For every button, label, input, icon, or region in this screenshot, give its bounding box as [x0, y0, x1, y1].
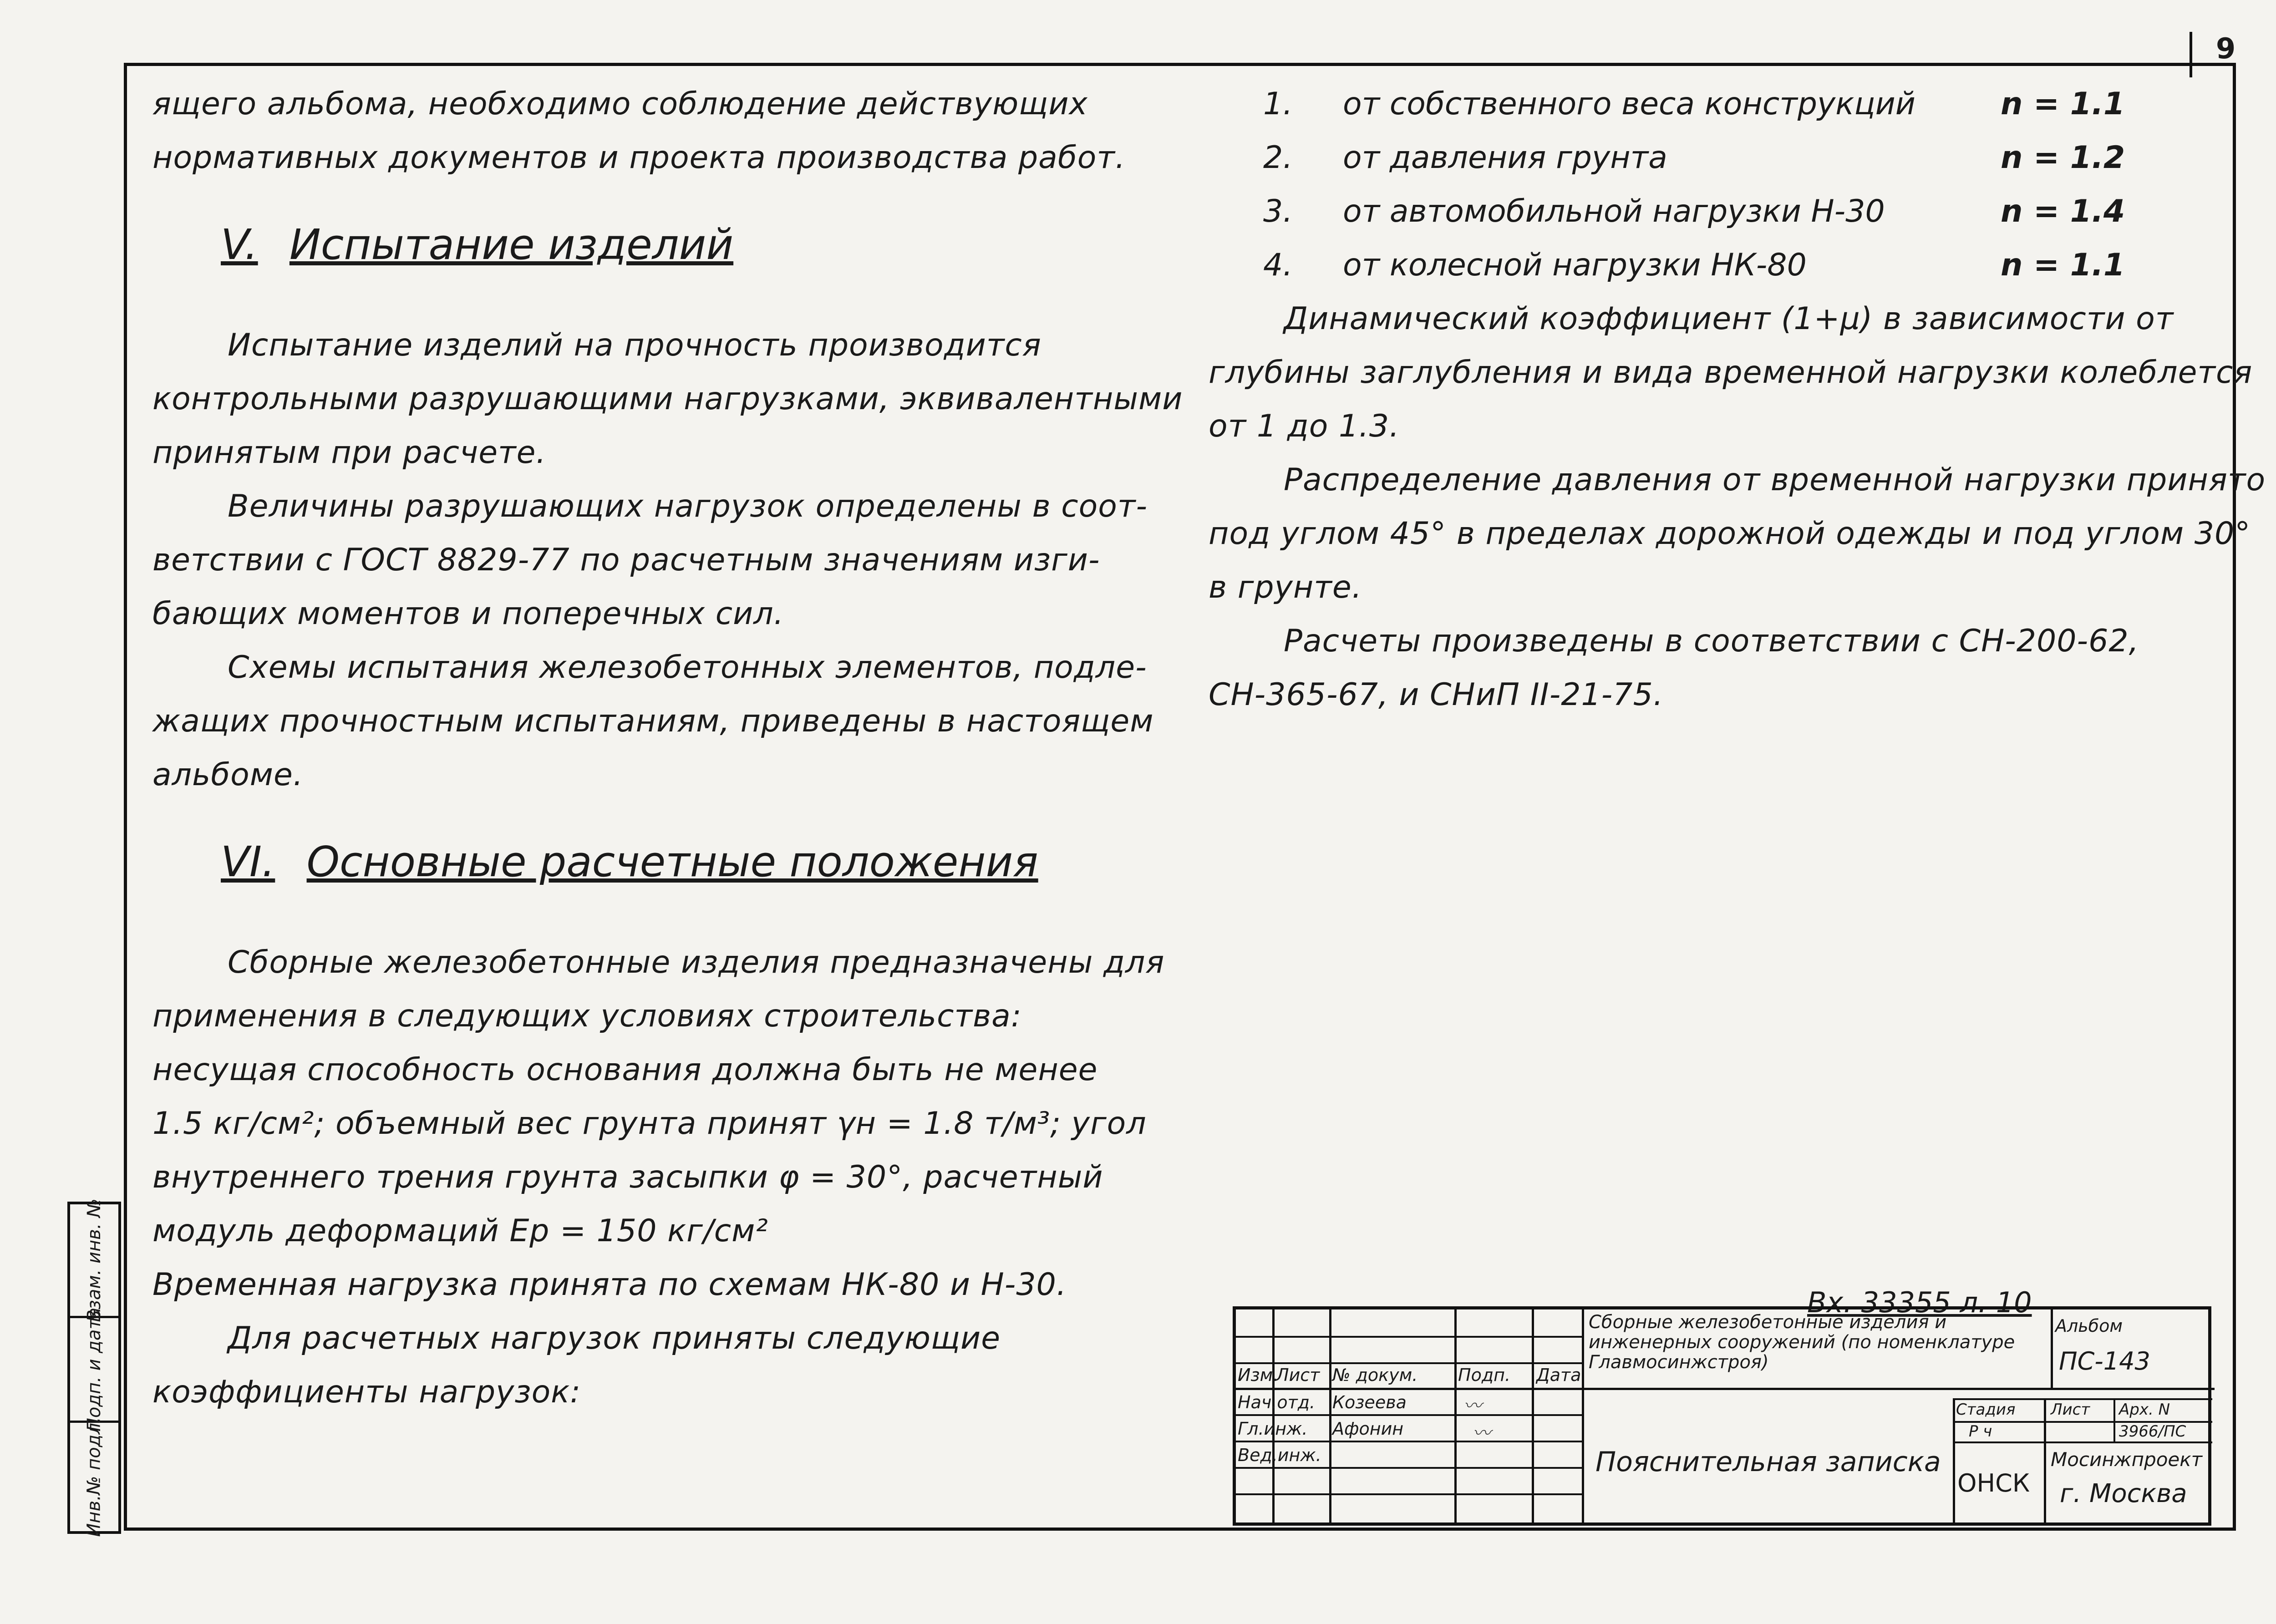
registration-mark: Вх. 33355 л. 10: [1807, 1286, 2032, 1319]
stamp-label: Взам. инв. №: [84, 1198, 105, 1322]
section-number: VI.: [221, 837, 275, 886]
section-heading-vi: [152, 837, 1158, 892]
tb-role: Нач.отд.: [1238, 1392, 1316, 1412]
title-block: [1233, 1306, 2211, 1526]
text-line: в грунте.: [1209, 569, 1362, 605]
page-number: 9: [2216, 32, 2236, 65]
coefficient-text: от собственного веса конструкций: [1343, 86, 1915, 122]
text-line: под углом 45° в пределах дорожной одежды и под углом 30°: [1209, 516, 2251, 552]
right-column: [1209, 77, 2266, 722]
signature-scribble: 〰: [1463, 1396, 1482, 1416]
grid-line: [1953, 1398, 1955, 1526]
arch-value: 3966/ПС: [2119, 1422, 2186, 1441]
grid-line: [1329, 1309, 1331, 1522]
coefficient-value: n = 1.1: [2001, 247, 2125, 283]
stage-header: Стадия: [1956, 1401, 2016, 1419]
album-label: Альбом: [2055, 1316, 2123, 1336]
grid-line: [1582, 1309, 1584, 1522]
org-city: г. Москва: [2060, 1479, 2187, 1508]
grid-line: [2044, 1398, 2046, 1526]
text-line: Величины разрушающих нагрузок определены в соот-: [228, 488, 1148, 524]
text-line: Схемы испытания железобетонных элементов, подле-: [228, 650, 1147, 685]
text-line: внутреннего трения грунта засыпки φ = 30°, расчетный: [152, 1159, 1103, 1195]
left-column: [152, 77, 1183, 1419]
grid-line: [2051, 1309, 2053, 1388]
grid-line: [1454, 1309, 1457, 1522]
coefficient-text: от автомобильной нагрузки Н-30: [1343, 193, 1885, 229]
tb-col-header: Изм.: [1238, 1365, 1279, 1385]
signature-scribble: 〰: [1473, 1423, 1491, 1444]
coefficient-value: n = 1.2: [2001, 140, 2125, 176]
text-line: Динамический коэффициент (1+μ) в зависимости от: [1284, 301, 2174, 337]
document-title: Пояснительная записка: [1595, 1446, 1941, 1478]
coefficient-row: [1209, 185, 2210, 239]
tb-col-header: № докум.: [1332, 1365, 1418, 1385]
sheet-header: Лист: [2051, 1401, 2090, 1419]
text-line: от 1 до 1.3.: [1209, 408, 1400, 444]
grid-line: [2113, 1398, 2115, 1441]
tb-col-header: Лист: [1276, 1365, 1320, 1385]
stamp-label: Инв.№ подл.: [84, 1417, 105, 1537]
org-name: Мосинжпроект: [2051, 1448, 2203, 1471]
grid-line: [1236, 1441, 1582, 1442]
text-line: коэффициенты нагрузок:: [152, 1374, 581, 1410]
stamp-cell: [70, 1198, 118, 1322]
tb-role: Вед.инж.: [1238, 1445, 1321, 1465]
coefficient-row: [1209, 77, 2210, 131]
grid-line: [1236, 1362, 1582, 1364]
text-line: жащих прочностным испытаниям, приведены в настоящем: [152, 703, 1154, 739]
side-stamp: [67, 1198, 121, 1537]
grid-line: [1953, 1398, 2212, 1400]
text-line: Распределение давления от временной нагрузки принято: [1284, 462, 2266, 498]
arch-header: Арх. N: [2119, 1401, 2170, 1419]
coefficient-index: 2.: [1263, 140, 1293, 176]
coefficient-index: 3.: [1263, 193, 1293, 229]
text-line: нормативных документов и проекта производства работ.: [152, 140, 1126, 176]
stamp-cell: [70, 1417, 118, 1537]
tb-name: Козеева: [1332, 1392, 1407, 1412]
album-value: ПС-143: [2059, 1347, 2150, 1375]
grid-line: [1532, 1309, 1534, 1522]
tb-role: Гл.инж.: [1238, 1419, 1308, 1439]
text-line: Для расчетных нагрузок приняты следующие: [228, 1320, 1001, 1356]
coefficient-index: 4.: [1263, 247, 1293, 283]
coefficient-text: от колесной нагрузки НК-80: [1343, 247, 1807, 283]
text-line: Расчеты произведены в соответствии с СН-200-62,: [1284, 623, 2139, 659]
text-line: глубины заглубления и вида временной нагрузки колеблется: [1209, 355, 2253, 391]
stamp-cell: [70, 1307, 118, 1431]
text-line: Испытание изделий на прочность производится: [228, 327, 1041, 363]
coefficient-row: [1209, 239, 2210, 292]
corner-tick: [2190, 32, 2192, 77]
grid-line: [1236, 1467, 1582, 1469]
text-line: 1.5 кг/см²; объемный вес грунта принят γн = 1.8 т/м³; угол: [152, 1106, 1147, 1142]
grid-line: [1236, 1388, 2215, 1390]
text-line: применения в следующих условиях строительства:: [152, 998, 1022, 1034]
text-line: Сборные железобетонные изделия предназначены для: [228, 944, 1165, 980]
stamp-label: Подп. и дата: [84, 1307, 105, 1431]
text-line: несущая способность основания должна быть не менее: [152, 1052, 1098, 1088]
grid-line: [1272, 1309, 1275, 1522]
coefficient-index: 1.: [1263, 86, 1293, 122]
grid-line: [1953, 1441, 2212, 1443]
coefficient-row: [1209, 131, 2210, 185]
text-line: модуль деформаций Ер = 150 кг/см²: [152, 1213, 768, 1249]
org-short: ОНСК: [1957, 1469, 2030, 1497]
coefficient-value: n = 1.4: [2001, 193, 2125, 229]
text-line: контрольными разрушающими нагрузками, эквивалентными: [152, 381, 1183, 417]
section-heading-v: [152, 220, 1158, 275]
text-line: ящего альбома, необходимо соблюдение действующих: [152, 86, 1088, 122]
text-line: СН-365-67, и СНиП II-21-75.: [1209, 677, 1664, 713]
text-line: ветствии с ГОСТ 8829-77 по расчетным значениям изги-: [152, 542, 1100, 578]
tb-name: Афонин: [1332, 1419, 1404, 1439]
tb-col-header: Дата: [1536, 1365, 1581, 1385]
section-title: Испытание изделий: [289, 220, 734, 269]
section-title: Основные расчетные положения: [306, 837, 1038, 886]
grid-line: [1236, 1414, 1582, 1416]
coefficient-text: от давления грунта: [1343, 140, 1667, 176]
grid-line: [1236, 1493, 1582, 1495]
project-title: Сборные железобетонные изделия и инженерных сооружений (по номенклатуре Главмосинжстроя): [1589, 1312, 2015, 1373]
stage-value: Р ч: [1969, 1422, 1992, 1441]
coefficient-value: n = 1.1: [2001, 86, 2125, 122]
text-line: Временная нагрузка принята по схемам НК-80 и Н-30.: [152, 1267, 1067, 1303]
text-line: принятым при расчете.: [152, 435, 547, 471]
section-number: V.: [221, 220, 258, 269]
grid-line: [1236, 1336, 1582, 1338]
tb-col-header: Подп.: [1458, 1365, 1511, 1385]
text-line: альбоме.: [152, 757, 304, 793]
text-line: бающих моментов и поперечных сил.: [152, 596, 784, 632]
